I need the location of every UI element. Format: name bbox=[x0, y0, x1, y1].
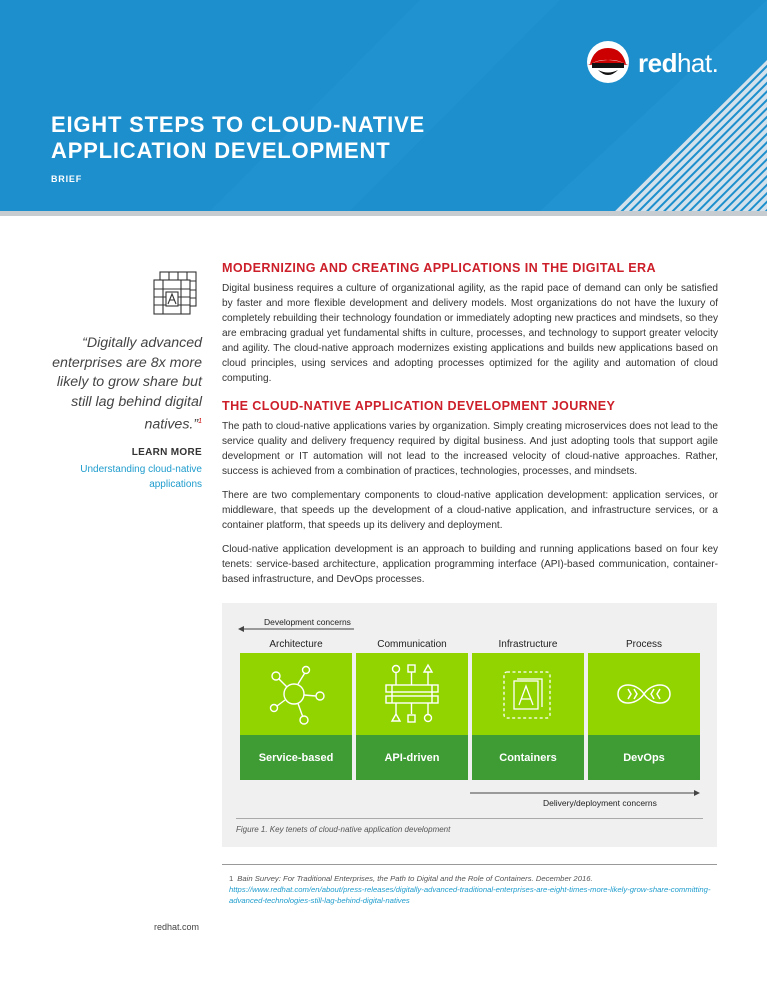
learn-more-heading: LEARN MORE bbox=[131, 447, 202, 458]
quote-footnote-ref[interactable]: 1 bbox=[198, 418, 202, 425]
container-icon bbox=[472, 653, 584, 735]
footer-url[interactable]: redhat.com bbox=[154, 922, 200, 932]
section-paragraph-journey-2: There are two complementary components to cloud-native application development: application services, or middleware, that speeds up the development of a cloud-native application, and infrastructure services, or a container platform, that speeds up its delivery and deployment. bbox=[222, 490, 718, 531]
section-heading-journey: THE CLOUD-NATIVE APPLICATION DEVELOPMENT JOURNEY bbox=[222, 399, 616, 413]
tenet-category-architecture: Architecture bbox=[269, 639, 323, 650]
section-paragraph-digital-era: Digital business requires a culture of organizational agility, as the rapid pace of demand can only be satisfied by faster and more flexible development and delivery models. Most organizations do not have the luxury of completely rebuilding their technology foundation or immediately adopting new practices and mindsets, so they are embracing gradual yet fundamental shifts in culture, processes, and technology to support greater velocity and agility. The cloud-native approach modernizes existing applications and builds new applications based on cloud principles, using services and adopting processes optimized for the agility and automation of cloud computing. bbox=[222, 283, 718, 384]
footnote-number: 1 bbox=[229, 874, 234, 883]
infinity-loop-icon bbox=[588, 653, 700, 735]
title-line-1: EIGHT STEPS TO CLOUD-NATIVE bbox=[51, 112, 426, 137]
footnote-divider bbox=[222, 864, 717, 865]
main-content bbox=[222, 261, 718, 587]
document-type-label: BRIEF bbox=[51, 174, 82, 184]
tenet-label-service-based: Service-based bbox=[240, 735, 352, 780]
tenet-icon-area bbox=[240, 653, 352, 735]
tenet-tile-devops bbox=[588, 653, 700, 780]
tenet-label-api-driven: API-driven bbox=[356, 735, 468, 780]
api-connections-icon bbox=[356, 653, 468, 735]
learn-more-link[interactable]: Understanding cloud-native applications bbox=[80, 464, 202, 490]
delivery-concerns-label: Delivery/deployment concerns bbox=[543, 798, 657, 808]
tenet-label-containers: Containers bbox=[472, 735, 584, 780]
section-heading-digital-era: MODERNIZING AND CREATING APPLICATIONS IN THE DIGITAL ERA bbox=[222, 261, 657, 275]
tenet-tile-service-based bbox=[240, 653, 352, 780]
figure-caption: Figure 1. Key tenets of cloud-native application development bbox=[236, 825, 451, 834]
development-concerns-label: Development concerns bbox=[264, 617, 351, 627]
header-diagonal-pattern bbox=[0, 0, 767, 211]
logo-wordmark: redhat. bbox=[638, 48, 719, 78]
title-line-2: APPLICATION DEVELOPMENT bbox=[51, 138, 391, 163]
footnote-text: Bain Survey: For Traditional Enterprises, the Path to Digital and the Role of Containers. December 2016. bbox=[237, 874, 593, 883]
tenet-icon-area bbox=[472, 653, 584, 735]
document-title bbox=[51, 112, 551, 164]
redhat-logo[interactable] bbox=[586, 40, 736, 84]
network-nodes-icon bbox=[240, 653, 352, 735]
section-paragraph-journey-1: The path to cloud-native applications varies by organization. Simply creating microservices does not lead to the service quality and delivery frequency required by digital business. And just adopting tools that support agile development or IT automation will not lead to the increased velocity of cloud-native approaches. Rather, success is achieved from a combination of practices, technologies, processes, and mindsets. bbox=[222, 421, 718, 477]
tenet-tile-containers bbox=[472, 653, 584, 780]
figure-caption-divider bbox=[236, 818, 703, 819]
footnote bbox=[229, 873, 719, 906]
shadowman-icon bbox=[586, 40, 630, 84]
section-paragraph-journey-3: Cloud-native application development is an approach to building and running applications based on four key tenets: service-based architecture, application programming interface (API)-based communication, container-based infrastructure, and DevOps processes. bbox=[222, 544, 718, 585]
tenet-tile-api-driven bbox=[356, 653, 468, 780]
footnote-url[interactable]: https://www.redhat.com/en/about/press-releases/digitally-advanced-traditional-enterprises-are-eight-times-more-likely-grow-share-committing-advanced-technologies-still-lag-behind-digital-natives bbox=[229, 885, 711, 905]
document-grid-icon bbox=[152, 270, 202, 320]
header-banner bbox=[0, 0, 767, 211]
tenet-category-process: Process bbox=[625, 639, 663, 650]
tenet-category-communication: Communication bbox=[377, 639, 447, 650]
figure-cloud-native-tenets bbox=[222, 603, 717, 847]
tenet-icon-area bbox=[588, 653, 700, 735]
tenet-category-infrastructure: Infrastructure bbox=[498, 639, 558, 650]
tenet-label-devops: DevOps bbox=[588, 735, 700, 780]
pull-quote: “Digitally advanced enterprises are 8x more likely to grow share but still lag behind digital natives.”$^1$ bbox=[52, 335, 202, 433]
tenet-icon-area bbox=[356, 653, 468, 735]
header-divider bbox=[0, 211, 767, 216]
